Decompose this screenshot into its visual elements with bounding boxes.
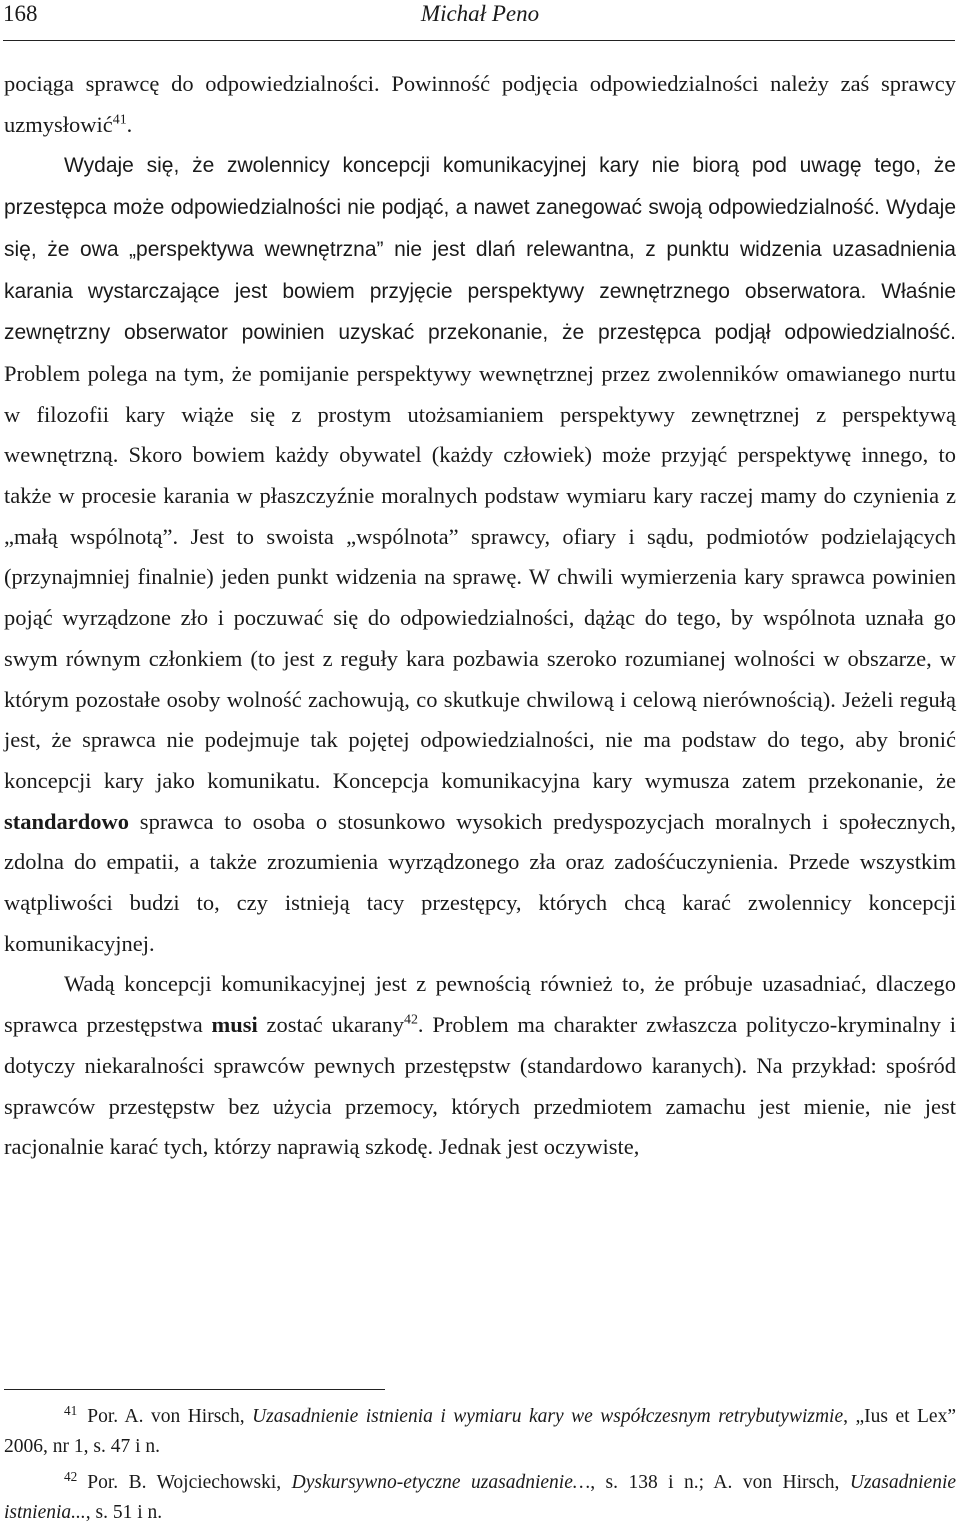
footnote-ref-41: 41 (112, 112, 127, 128)
paragraph-3-text: Wadą koncepcji komunikacyjnej jest z pewnością również to, że próbuje uzasadniać, dlaczego sprawca przestępstwa (4, 971, 956, 1038)
page-header (0, 0, 960, 42)
footnote-cited-title: Dyskursywno-etyczne uzasadnienie… (291, 1472, 591, 1493)
footnote-ref-42: 42 (403, 1012, 418, 1028)
footnote-separator (4, 1389, 385, 1390)
paragraph-2-sans-text-2: Wydaje się, że owa „perspektywa wewnętrzna” nie jest dlań relewantna, z punktu widzenia uzasadnienia karania wystarczające jest bowiem przyjęcie perspektywy zewnętrznego obserwatora. Właśnie zewnętrzny obserwator powinien uzyskać przekonanie, że przestępca podjął odpowiedzialność. (4, 196, 956, 345)
footnote-41 (4, 1402, 956, 1461)
paragraph-2-text: Problem polega na tym, że pomijanie perspektywy wewnętrznej przez zwolenników omawianego nurtu w filozofii kary wiąże się z prostym utożsamianiem perspektywy zewnętrznej z perspektywą wewnętrzną. Skoro bowiem każdy obywatel (każdy człowiek) może przyjąć perspektywę innego, to także w procesie karania w płaszczyźnie moralnych podstaw wymiaru kary raczej mamy do czynienia z „małą wspólnotą”. Jest to swoista „wspólnota” sprawcy, ofiary i sądu, podmiotów podzielających (przynajmniej finalnie) jeden punkt widzenia na sprawę. W chwili wymierzenia kary sprawca powinien pojąć wyrządzone zło i poczuwać się do odpowiedzialności, dążąc do tego, by wspólnota uznała go swym równym członkiem (to jest z reguły kara pozbawia szeroko rozumianej wolności w obszarze, w którym pozostałe osoby wolność zachowują, co skutkuje chwilową i celową nierównością). Jeżeli regułą jest, że sprawca nie podejmuje tak pojętej odpowiedzialności, nie ma podstaw do tego, aby bronić koncepcji kary jako komunikatu. Koncepcja komunikacyjna kary wymusza zatem przekonanie, że (4, 360, 956, 793)
paragraph-1-text: pociąga sprawcę do odpowiedzialności. Powinność podjęcia odpowiedzialności należy zaś sprawcy uzmysłowić (4, 71, 956, 137)
paragraph-2 (4, 145, 956, 964)
emphasis-musi: musi (211, 1012, 258, 1038)
paragraph-1 (4, 64, 956, 145)
footnote-text: Por. B. Wojciechowski, (87, 1472, 292, 1493)
footnotes (4, 1402, 956, 1534)
footnote-number: 41 (64, 1402, 78, 1418)
body-text (4, 64, 956, 1168)
footnote-42 (4, 1468, 956, 1527)
footnote-text-mid: , s. 138 i n.; A. von Hirsch, (590, 1472, 850, 1493)
emphasis-standardowo: standardowo (4, 808, 130, 834)
footnote-cited-title-2: Uzasadnienie istnienia... (4, 1472, 957, 1523)
footnote-number: 42 (64, 1468, 78, 1484)
paragraph-3 (4, 964, 956, 1168)
running-head-author: Michał Peno (420, 1, 540, 26)
footnote-cited-title: Uzasadnienie istnienia i wymiaru kary we współczesnym retrybutywizmie (252, 1406, 844, 1427)
paragraph-3-text-end: . Problem ma charakter zwłaszcza polityczo-kryminalny i dotyczy niekaralności sprawców pewnych przestępstw (standardowo karanych). Na przykład: spośród sprawców przestępstw bez użycia przemocy, których przedmiotem zamachu jest mienie, nie jest racjonalnie karać tych, którzy naprawią szkodę. Jednak jest oczywiste, (4, 1012, 957, 1160)
paragraph-2-text-end: sprawca to osoba o stosunkowo wysokich predyspozycjach moralnych i społecznych, zdolna do empatii, a także zrozumienia wyrządzonego zła oraz zadośćuczynienia. Przede wszystkim wątpliwości budzi to, czy istnieją tacy przestępcy, których chcą karać zwolennicy koncepcji komunikacyjnej. (4, 808, 956, 956)
paragraph-2-sans-text: Wydaje się, że zwolennicy koncepcji komunikacyjnej kary nie biorą pod uwagę tego, że przestępca może odpowiedzialności nie podjąć, a nawet zanegować swoją odpowiedzialność. (4, 154, 956, 220)
footnote-text-end: , s. 51 i n. (85, 1501, 163, 1523)
footnote-text-end: , „Ius et Lex” 2006, nr 1, s. 47 i n. (4, 1406, 956, 1457)
paragraph-1-end: . (126, 111, 133, 137)
paragraph-3-text-2: zostać ukarany (257, 1012, 404, 1038)
page-number: 168 (3, 1, 38, 26)
footnote-text: Por. A. von Hirsch, (87, 1406, 253, 1427)
header-rule (3, 40, 955, 41)
